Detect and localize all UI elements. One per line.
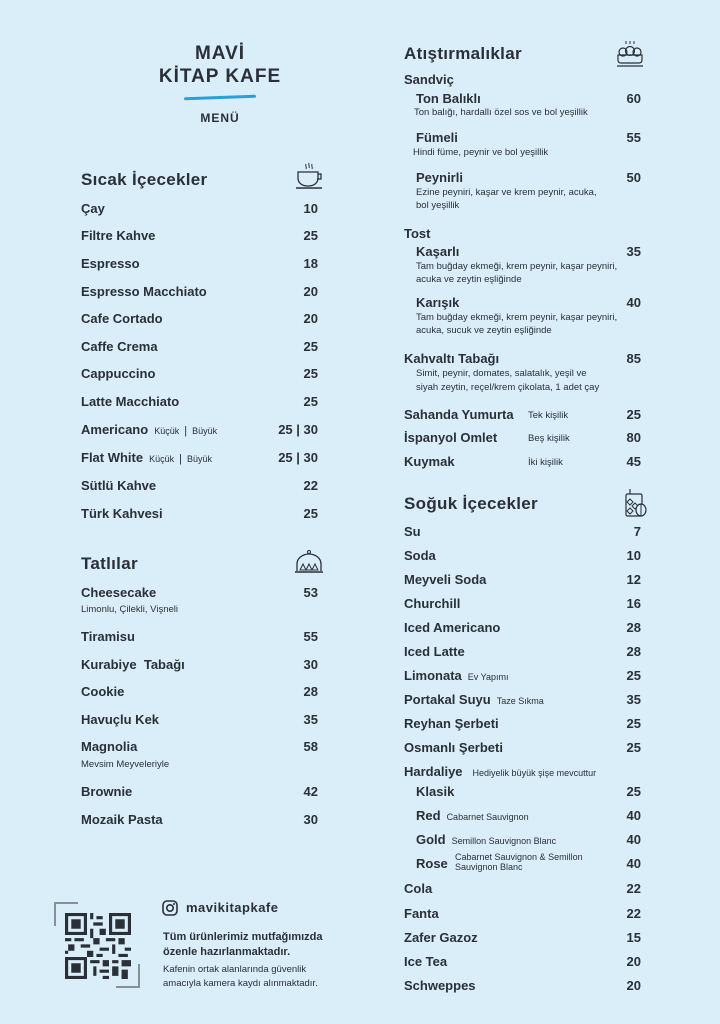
menu-item — [404, 351, 641, 366]
item-price: 10 — [626, 548, 641, 563]
size-large: Büyük — [186, 454, 212, 464]
item-price: 15 — [626, 930, 641, 945]
menu-item — [81, 784, 318, 799]
item-note: Cabarnet Sauvignon & Semillon — [455, 852, 583, 862]
hot-drinks-title: Sıcak İçecekler — [81, 170, 208, 189]
menu-item — [81, 394, 318, 409]
item-price: 25 — [303, 366, 318, 381]
item-price: 22 — [626, 906, 641, 921]
menu-item — [416, 295, 641, 310]
item-name: Latte Macchiato — [81, 394, 180, 409]
item-name: Cafe Cortado — [81, 311, 163, 326]
price-small: 25 — [278, 422, 293, 437]
item-name: Limonata — [404, 668, 462, 683]
item-name: Espresso Macchiato — [81, 284, 207, 299]
menu-item — [404, 692, 641, 707]
item-price: 20 — [626, 954, 641, 969]
item-price: 18 — [303, 256, 318, 271]
menu-item — [81, 585, 318, 600]
menu-item — [404, 407, 641, 422]
size-small: Küçük — [149, 454, 175, 464]
item-price: 28 — [303, 684, 318, 699]
menu-item — [81, 339, 318, 354]
item-price: 22 — [303, 478, 318, 493]
item-description: acuka ve zeytin eşliğinde — [416, 274, 522, 285]
item-name: Sahanda Yumurta — [404, 407, 514, 422]
item-name: Ton Balıklı — [416, 91, 481, 106]
item-price: 50 — [626, 170, 641, 185]
item-note: Ev Yapımı — [467, 672, 509, 682]
menu-item — [404, 978, 641, 993]
item-name: Su — [404, 524, 421, 539]
cake-dome-icon — [294, 549, 324, 577]
item-name: Americano — [81, 422, 149, 437]
item-description: Tam buğday ekmeği, krem peynir, kaşar peyniri, — [416, 312, 618, 323]
item-price: 25 — [626, 740, 641, 755]
item-note: Taze Sıkma — [496, 696, 544, 706]
item-name: Cola — [404, 881, 433, 896]
item-name: Churchill — [404, 596, 461, 611]
coffee-cup-icon — [295, 162, 325, 190]
sandwich-category: Sandviç — [404, 72, 454, 87]
menu-item — [404, 881, 641, 896]
item-price: 60 — [626, 91, 641, 106]
menu-item — [416, 784, 641, 799]
item-price: 42 — [303, 784, 318, 799]
item-price: 58 — [303, 739, 318, 754]
footer-camera-note-line1: Kafenin ortak alanlarında güvenlik — [163, 964, 307, 975]
menu-item — [416, 170, 641, 185]
brand-name-line2: KİTAP KAFE — [158, 66, 282, 87]
item-name: Ice Tea — [404, 954, 448, 969]
menu-item — [416, 808, 641, 823]
item-price: 45 — [626, 454, 641, 469]
menu-item — [81, 812, 318, 827]
item-name: Soda — [404, 548, 436, 563]
item-name: Kurabiye Tabağı — [81, 657, 185, 672]
item-name: Cheesecake — [81, 585, 157, 600]
menu-item — [404, 620, 641, 635]
menu-item — [416, 832, 641, 847]
menu-item — [416, 244, 641, 259]
brand-name-line1: MAVİ — [194, 43, 246, 64]
menu-item — [81, 629, 318, 644]
item-name: Portakal Suyu — [404, 692, 491, 707]
item-description: acuka, sucuk ve zeytin eşliğinde — [416, 325, 552, 336]
item-price: 28 — [626, 620, 641, 635]
item-name: Zafer Gazoz — [404, 930, 478, 945]
iced-drink-icon — [624, 488, 648, 518]
menu-item — [404, 740, 641, 755]
item-name: Rose — [416, 856, 448, 871]
item-price: 25 — [303, 394, 318, 409]
item-name: Gold — [416, 832, 446, 847]
qr-code-icon[interactable] — [65, 913, 131, 979]
item-description: Hindi füme, peynir ve bol yeşillik — [413, 147, 549, 158]
item-description: Ton balığı, hardallı özel sos ve bol yeşillik — [414, 107, 588, 118]
item-price: 25 — [626, 716, 641, 731]
instagram-icon[interactable] — [162, 900, 178, 916]
menu-item — [404, 668, 641, 683]
footer-note-line1: Tüm ürünlerimiz mutfağımızda — [163, 931, 323, 943]
item-price: 35 — [626, 244, 641, 259]
item-name: Fanta — [404, 906, 439, 921]
item-price: 25 — [626, 668, 641, 683]
menu-item — [404, 644, 641, 659]
item-description: siyah zeytin, reçel/krem çikolata, 1 adet çay — [416, 382, 600, 393]
item-name: Fümeli — [416, 130, 458, 145]
item-name: Caffe Crema — [81, 339, 158, 354]
item-price: 35 — [626, 692, 641, 707]
item-price: 25 — [626, 407, 641, 422]
item-name: Flat White — [81, 450, 144, 465]
menu-item — [404, 954, 641, 969]
item-price: 28 — [626, 644, 641, 659]
item-note: Hediyelik büyük şişe mevcuttur — [472, 768, 597, 778]
item-price: 30 — [303, 657, 318, 672]
menu-item — [81, 506, 318, 521]
menu-item — [81, 739, 318, 754]
brand-header — [120, 42, 320, 125]
item-name: Meyveli Soda — [404, 572, 487, 587]
item-price: 85 — [626, 351, 641, 366]
footer-note-line2: özenle hazırlanmaktadır. — [163, 946, 291, 958]
item-name: İspanyol Omlet — [404, 430, 498, 445]
qr-code-frame — [54, 902, 140, 988]
item-description: Simit, peynir, domates, salatalık, yeşil ve — [416, 368, 587, 379]
item-price: 35 — [303, 712, 318, 727]
menu-item — [81, 228, 318, 243]
item-name: Filtre Kahve — [81, 228, 156, 243]
menu-item — [81, 311, 318, 326]
size-options — [149, 454, 212, 464]
item-price: 20 — [303, 284, 318, 299]
item-name: Hardaliye — [404, 764, 463, 779]
item-name: Brownie — [81, 784, 133, 799]
menu-item — [416, 91, 641, 106]
item-description: Tam buğday ekmeği, krem peynir, kaşar peyniri, — [416, 261, 618, 272]
menu-item — [81, 684, 318, 699]
item-name: Iced Americano — [404, 620, 501, 635]
menu-item — [416, 130, 641, 145]
menu-item — [404, 524, 641, 539]
menu-item — [404, 548, 641, 563]
item-note: İki kişilik — [528, 457, 563, 468]
item-note: Semillon Sauvignon Blanc — [451, 836, 557, 846]
item-price: 55 — [303, 629, 318, 644]
menu-item — [404, 716, 641, 731]
item-name: Cookie — [81, 684, 125, 699]
divider: | — [184, 425, 188, 437]
menu-item — [81, 422, 318, 437]
item-description: Mevsim Meyveleriyle — [81, 759, 170, 770]
item-price: 25 | 30 — [278, 450, 318, 465]
item-price: 40 — [626, 295, 641, 310]
price-large: 30 — [303, 422, 318, 437]
item-price: 40 — [626, 808, 641, 823]
sandwich-basket-icon — [615, 40, 645, 68]
menu-item — [81, 284, 318, 299]
item-price: 25 | 30 — [278, 422, 318, 437]
item-note: Tek kişilik — [528, 410, 569, 421]
item-name: Kaşarlı — [416, 244, 460, 259]
item-price: 22 — [626, 881, 641, 896]
item-price: 10 — [303, 201, 318, 216]
item-price: 20 — [303, 311, 318, 326]
item-price: 7 — [633, 524, 641, 539]
item-price: 25 — [626, 784, 641, 799]
item-description: bol yeşillik — [416, 200, 460, 211]
item-price: 20 — [626, 978, 641, 993]
item-name: Kuymak — [404, 454, 455, 469]
item-name: Tiramisu — [81, 629, 135, 644]
brand-underline — [184, 95, 256, 101]
menu-item — [404, 906, 641, 921]
menu-item — [81, 256, 318, 271]
item-note: Beş kişilik — [528, 433, 570, 444]
item-price: 53 — [303, 585, 318, 600]
item-name: Iced Latte — [404, 644, 465, 659]
item-price: 30 — [303, 812, 318, 827]
item-price: 16 — [626, 596, 641, 611]
item-price: 80 — [626, 430, 641, 445]
menu-item — [81, 657, 318, 672]
price-small: 25 — [278, 450, 293, 465]
item-name: Sütlü Kahve — [81, 478, 157, 493]
item-note: Sauvignon Blanc — [455, 862, 523, 872]
size-small: Küçük — [154, 426, 180, 436]
menu-item — [404, 930, 641, 945]
item-name: Reyhan Şerbeti — [404, 716, 499, 731]
hardaliye-header — [404, 764, 641, 779]
toast-category: Tost — [404, 226, 431, 241]
footer-camera-note-line2: amacıyla kamera kaydı alınmaktadır. — [163, 978, 318, 989]
item-name: Cappuccino — [81, 366, 156, 381]
menu-item — [404, 454, 641, 469]
menu-item — [404, 572, 641, 587]
item-name: Türk Kahvesi — [81, 506, 163, 521]
item-name: Schweppes — [404, 978, 476, 993]
item-price: 40 — [626, 832, 641, 847]
instagram-handle[interactable]: mavikitapkafe — [186, 900, 279, 915]
divider: | — [179, 453, 182, 465]
menu-subtitle: MENÜ — [200, 111, 240, 125]
menu-item — [81, 201, 318, 216]
item-name: Karışık — [416, 295, 460, 310]
item-description: Ezine peyniri, kaşar ve krem peynir, acuka, — [416, 187, 597, 198]
price-large: 30 — [303, 450, 318, 465]
menu-item — [81, 712, 318, 727]
size-options — [154, 426, 217, 436]
item-price: 25 — [303, 339, 318, 354]
menu-item — [404, 430, 641, 445]
item-name: Havuçlu Kek — [81, 712, 160, 727]
item-description: Limonlu, Çilekli, Vişneli — [81, 604, 178, 615]
cold-drinks-title: Soğuk İçecekler — [404, 494, 538, 513]
item-name: Klasik — [416, 784, 455, 799]
size-large: Büyük — [192, 426, 218, 436]
snacks-title: Atıştırmalıklar — [404, 44, 522, 63]
menu-item — [81, 478, 318, 493]
menu-item — [81, 450, 318, 465]
item-price: 40 — [626, 856, 641, 871]
item-name: Kahvaltı Tabağı — [404, 351, 500, 366]
item-name: Espresso — [81, 256, 140, 271]
item-name: Peynirli — [416, 170, 463, 185]
item-price: 25 — [303, 228, 318, 243]
item-name: Red — [416, 808, 441, 823]
menu-item — [81, 366, 318, 381]
item-price: 55 — [626, 130, 641, 145]
item-name: Magnolia — [81, 739, 138, 754]
item-name: Çay — [81, 201, 105, 216]
item-name: Mozaik Pasta — [81, 812, 163, 827]
item-price: 12 — [626, 572, 641, 587]
desserts-title: Tatlılar — [81, 554, 138, 573]
menu-item — [404, 596, 641, 611]
item-price: 25 — [303, 506, 318, 521]
item-name: Osmanlı Şerbeti — [404, 740, 503, 755]
item-note: Cabarnet Sauvignon — [446, 812, 529, 822]
